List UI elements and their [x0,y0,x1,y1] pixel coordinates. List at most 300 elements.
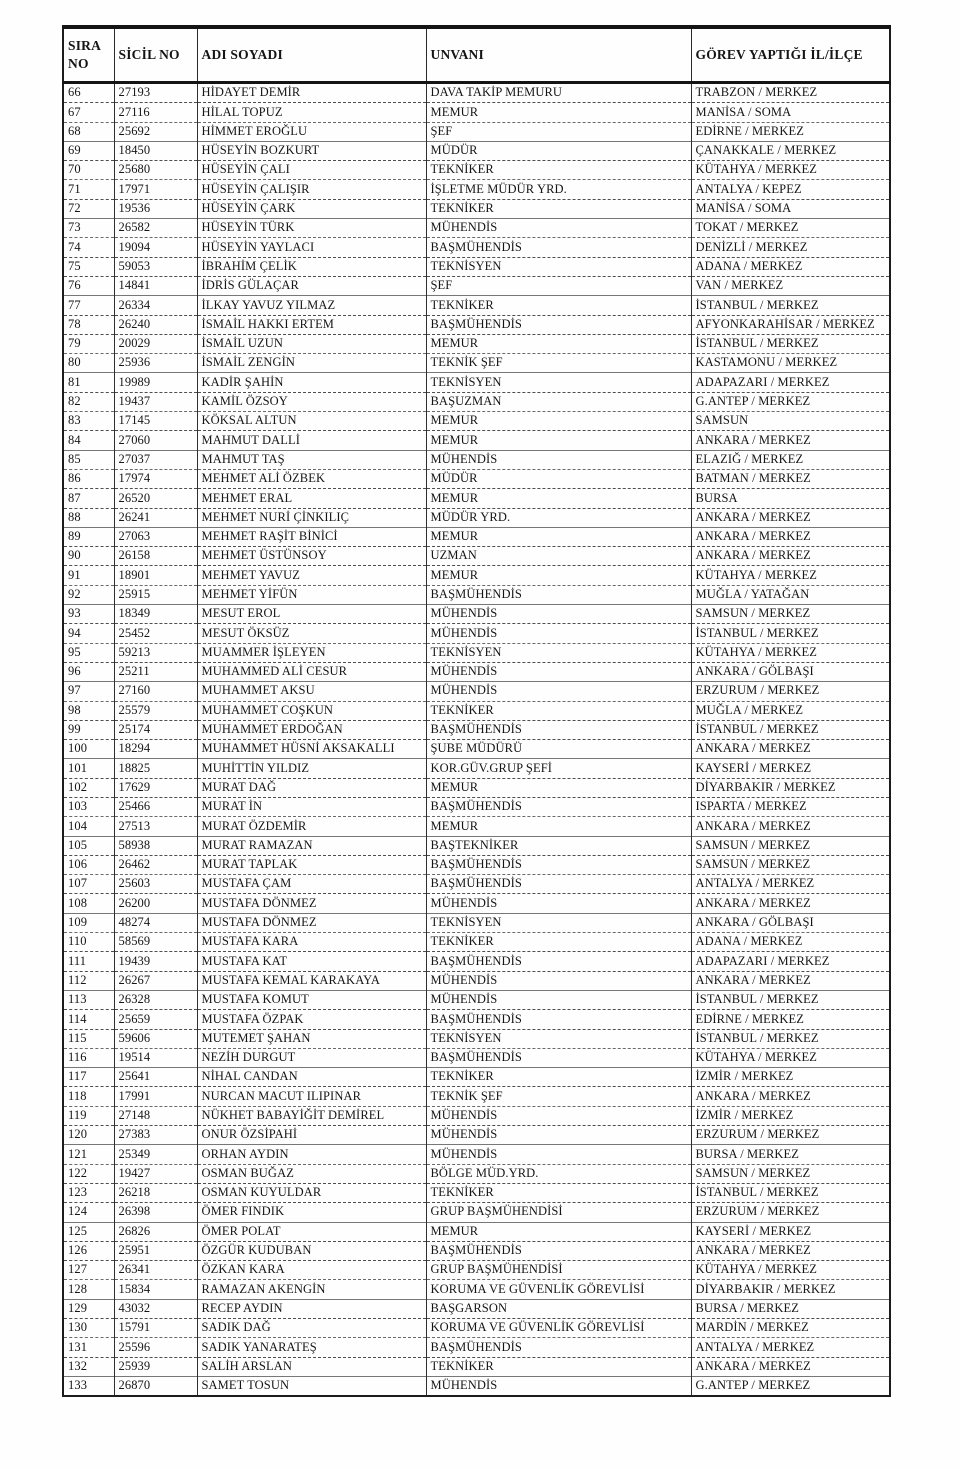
cell-sira-no: 70 [63,161,114,180]
cell-unvani: MÜHENDİS [426,1106,691,1125]
cell-adi-soyadi: KAMİL ÖZSOY [197,392,426,411]
cell-unvani: BAŞMÜHENDİS [426,1010,691,1029]
cell-adi-soyadi: MUTEMET ŞAHAN [197,1029,426,1048]
cell-adi-soyadi: MEHMET ALİ ÖZBEK [197,469,426,488]
cell-gorev-yaptigi: ELAZIĞ / MERKEZ [691,450,890,469]
cell-unvani: GRUP BAŞMÜHENDİSİ [426,1261,691,1280]
cell-gorev-yaptigi: ANKARA / MERKEZ [691,527,890,546]
cell-adi-soyadi: ÖMER POLAT [197,1222,426,1241]
cell-adi-soyadi: MUSTAFA KARA [197,933,426,952]
cell-adi-soyadi: MUSTAFA KEMAL KARAKAYA [197,971,426,990]
header-sira-no-label: SIRA NO [68,37,101,71]
cell-adi-soyadi: İBRAHİM ÇELİK [197,257,426,276]
cell-gorev-yaptigi: G.ANTEP / MERKEZ [691,392,890,411]
cell-adi-soyadi: MUHAMMET AKSU [197,682,426,701]
table-body [63,83,890,1397]
cell-adi-soyadi: HÜSEYİN ÇARK [197,199,426,218]
cell-gorev-yaptigi: ANKARA / GÖLBAŞI [691,662,890,681]
cell-gorev-yaptigi: ANKARA / MERKEZ [691,508,890,527]
cell-unvani: MÜHENDİS [426,1126,691,1145]
cell-adi-soyadi: MESUT EROL [197,605,426,624]
cell-unvani: BAŞMÜHENDİS [426,875,691,894]
cell-unvani: MEMUR [426,489,691,508]
cell-sicil-no: 58569 [114,933,197,952]
cell-unvani: TEKNİSYEN [426,643,691,662]
cell-sicil-no: 26462 [114,855,197,874]
table-row [63,334,890,353]
cell-adi-soyadi: ÖZKAN KARA [197,1261,426,1280]
cell-gorev-yaptigi: İZMİR / MERKEZ [691,1106,890,1125]
table-row [63,1029,890,1048]
cell-sira-no: 98 [63,701,114,720]
cell-adi-soyadi: HÜSEYİN YAYLACI [197,238,426,257]
cell-gorev-yaptigi: ANKARA / MERKEZ [691,971,890,990]
table-row [63,122,890,141]
cell-sira-no: 114 [63,1010,114,1029]
cell-sicil-no: 26826 [114,1222,197,1241]
cell-gorev-yaptigi: ANKARA / MERKEZ [691,547,890,566]
cell-gorev-yaptigi: ANKARA / MERKEZ [691,817,890,836]
cell-unvani: TEKNİKER [426,161,691,180]
cell-gorev-yaptigi: MUĞLA / MERKEZ [691,701,890,720]
cell-unvani: MÜDÜR [426,141,691,160]
cell-sira-no: 100 [63,740,114,759]
cell-adi-soyadi: MEHMET ERAL [197,489,426,508]
cell-adi-soyadi: NÜKHET BABAYİĞİT DEMİREL [197,1106,426,1125]
cell-sicil-no: 18450 [114,141,197,160]
cell-unvani: BAŞMÜHENDİS [426,855,691,874]
cell-gorev-yaptigi: ÇANAKKALE / MERKEZ [691,141,890,160]
cell-adi-soyadi: HÜSEYİN ÇALI [197,161,426,180]
cell-adi-soyadi: MURAT ÖZDEMİR [197,817,426,836]
table-row [63,720,890,739]
cell-sira-no: 102 [63,778,114,797]
cell-adi-soyadi: HÜSEYİN TÜRK [197,219,426,238]
cell-sicil-no: 25915 [114,585,197,604]
cell-sicil-no: 15834 [114,1280,197,1299]
table-row [63,199,890,218]
table-row [63,276,890,295]
cell-sira-no: 124 [63,1203,114,1222]
cell-sicil-no: 27063 [114,527,197,546]
table-row [63,238,890,257]
cell-gorev-yaptigi: VAN / MERKEZ [691,276,890,295]
cell-unvani: TEKNİSYEN [426,373,691,392]
cell-unvani: TEKNİKER [426,199,691,218]
cell-adi-soyadi: NEZİH DURGUT [197,1048,426,1067]
table-row [63,1048,890,1067]
cell-gorev-yaptigi: ANTALYA / MERKEZ [691,1338,890,1357]
table-row [63,1126,890,1145]
cell-unvani: TEKNİSYEN [426,913,691,932]
cell-sira-no: 107 [63,875,114,894]
cell-sira-no: 126 [63,1241,114,1260]
cell-gorev-yaptigi: ADAPAZARI / MERKEZ [691,952,890,971]
cell-unvani: ŞUBE MÜDÜRÜ [426,740,691,759]
cell-sicil-no: 19439 [114,952,197,971]
cell-adi-soyadi: MUSTAFA ÖZPAK [197,1010,426,1029]
cell-sicil-no: 19989 [114,373,197,392]
table-row [63,701,890,720]
cell-unvani: TEKNİSYEN [426,257,691,276]
cell-sira-no: 133 [63,1376,114,1396]
table-row [63,1357,890,1376]
cell-adi-soyadi: MEHMET NURİ ÇİNKILIÇ [197,508,426,527]
cell-sicil-no: 27383 [114,1126,197,1145]
cell-adi-soyadi: İSMAİL HAKKI ERTEM [197,315,426,334]
cell-sicil-no: 26240 [114,315,197,334]
cell-gorev-yaptigi: İSTANBUL / MERKEZ [691,296,890,315]
cell-unvani: MÜHENDİS [426,605,691,624]
table-row [63,1280,890,1299]
cell-adi-soyadi: MURAT RAMAZAN [197,836,426,855]
cell-adi-soyadi: MUSTAFA DÖNMEZ [197,913,426,932]
cell-adi-soyadi: HÜSEYİN BOZKURT [197,141,426,160]
table-row [63,971,890,990]
cell-unvani: GRUP BAŞMÜHENDİSİ [426,1203,691,1222]
cell-gorev-yaptigi: DENİZLİ / MERKEZ [691,238,890,257]
cell-adi-soyadi: KÖKSAL ALTUN [197,412,426,431]
cell-adi-soyadi: MUAMMER İŞLEYEN [197,643,426,662]
header-adi-soyadi [197,27,426,83]
table-row [63,933,890,952]
cell-sicil-no: 20029 [114,334,197,353]
table-row [63,257,890,276]
cell-sicil-no: 17971 [114,180,197,199]
cell-unvani: KOR.GÜV.GRUP ŞEFİ [426,759,691,778]
cell-unvani: BAŞMÜHENDİS [426,720,691,739]
cell-unvani: ŞEF [426,122,691,141]
table-row [63,508,890,527]
cell-sicil-no: 27037 [114,450,197,469]
cell-adi-soyadi: MUSTAFA KOMUT [197,990,426,1009]
cell-unvani: MEMUR [426,334,691,353]
table-row [63,1145,890,1164]
cell-sicil-no: 26328 [114,990,197,1009]
cell-adi-soyadi: HÜSEYİN ÇALIŞIR [197,180,426,199]
cell-unvani: MÜDÜR YRD. [426,508,691,527]
table-row [63,1376,890,1396]
table-row [63,1241,890,1260]
cell-sicil-no: 26398 [114,1203,197,1222]
cell-sira-no: 92 [63,585,114,604]
cell-gorev-yaptigi: KAYSERİ / MERKEZ [691,759,890,778]
cell-gorev-yaptigi: KÜTAHYA / MERKEZ [691,643,890,662]
cell-adi-soyadi: İLKAY YAVUZ YILMAZ [197,296,426,315]
cell-adi-soyadi: MAHMUT TAŞ [197,450,426,469]
cell-sira-no: 83 [63,412,114,431]
cell-gorev-yaptigi: ANKARA / MERKEZ [691,1357,890,1376]
cell-gorev-yaptigi: ANTALYA / KEPEZ [691,180,890,199]
cell-unvani: BAŞMÜHENDİS [426,315,691,334]
cell-adi-soyadi: İSMAİL ZENGİN [197,354,426,373]
cell-sira-no: 68 [63,122,114,141]
cell-sicil-no: 17629 [114,778,197,797]
cell-sicil-no: 26200 [114,894,197,913]
cell-sicil-no: 58938 [114,836,197,855]
cell-sicil-no: 18349 [114,605,197,624]
header-gorev-yaptigi [691,27,890,83]
table-row [63,1338,890,1357]
cell-sicil-no: 25659 [114,1010,197,1029]
cell-unvani: İŞLETME MÜDÜR YRD. [426,180,691,199]
cell-gorev-yaptigi: BURSA / MERKEZ [691,1299,890,1318]
cell-gorev-yaptigi: KAYSERİ / MERKEZ [691,1222,890,1241]
cell-unvani: MÜHENDİS [426,894,691,913]
cell-adi-soyadi: SALİH ARSLAN [197,1357,426,1376]
cell-sicil-no: 19536 [114,199,197,218]
cell-sicil-no: 26241 [114,508,197,527]
cell-unvani: MEMUR [426,778,691,797]
cell-adi-soyadi: MURAT TAPLAK [197,855,426,874]
cell-adi-soyadi: MAHMUT DALLİ [197,431,426,450]
cell-sicil-no: 25603 [114,875,197,894]
table-row [63,759,890,778]
cell-gorev-yaptigi: SAMSUN / MERKEZ [691,836,890,855]
cell-gorev-yaptigi: ERZURUM / MERKEZ [691,682,890,701]
cell-unvani: MEMUR [426,103,691,122]
cell-adi-soyadi: İSMAİL UZUN [197,334,426,353]
cell-sicil-no: 26582 [114,219,197,238]
cell-unvani: MÜHENDİS [426,662,691,681]
table-row [63,797,890,816]
cell-sicil-no: 14841 [114,276,197,295]
table-row [63,296,890,315]
cell-gorev-yaptigi: İSTANBUL / MERKEZ [691,1029,890,1048]
cell-adi-soyadi: SADIK YANARATEŞ [197,1338,426,1357]
cell-sicil-no: 25596 [114,1338,197,1357]
cell-sira-no: 105 [63,836,114,855]
cell-sira-no: 125 [63,1222,114,1241]
table-row [63,1106,890,1125]
cell-unvani: MEMUR [426,412,691,431]
cell-sira-no: 94 [63,624,114,643]
cell-adi-soyadi: MUHAMMET HÜSNİ AKSAKALLI [197,740,426,759]
cell-sira-no: 74 [63,238,114,257]
header-sicil-no-label: SİCİL NO [118,46,180,62]
cell-gorev-yaptigi: MANİSA / SOMA [691,199,890,218]
table-row [63,585,890,604]
cell-adi-soyadi: MUHAMMET COŞKUN [197,701,426,720]
cell-unvani: MEMUR [426,527,691,546]
cell-sicil-no: 59606 [114,1029,197,1048]
header-sicil-no [114,27,197,83]
table-row [63,161,890,180]
cell-unvani: TEKNİKER [426,933,691,952]
cell-unvani: MÜHENDİS [426,971,691,990]
cell-sira-no: 129 [63,1299,114,1318]
cell-adi-soyadi: RECEP AYDIN [197,1299,426,1318]
cell-sicil-no: 26870 [114,1376,197,1396]
cell-unvani: KORUMA VE GÜVENLİK GÖREVLİSİ [426,1280,691,1299]
cell-adi-soyadi: ORHAN AYDIN [197,1145,426,1164]
cell-gorev-yaptigi: EDİRNE / MERKEZ [691,122,890,141]
table-row [63,682,890,701]
cell-sira-no: 118 [63,1087,114,1106]
table-row [63,489,890,508]
cell-sicil-no: 26334 [114,296,197,315]
cell-adi-soyadi: SADIK DAĞ [197,1319,426,1338]
table-row [63,527,890,546]
cell-sicil-no: 59213 [114,643,197,662]
cell-sicil-no: 18825 [114,759,197,778]
cell-gorev-yaptigi: ADANA / MERKEZ [691,933,890,952]
cell-gorev-yaptigi: BATMAN / MERKEZ [691,469,890,488]
cell-unvani: TEKNİK ŞEF [426,354,691,373]
cell-gorev-yaptigi: EDİRNE / MERKEZ [691,1010,890,1029]
cell-adi-soyadi: NİHAL CANDAN [197,1068,426,1087]
table-row [63,219,890,238]
cell-gorev-yaptigi: SAMSUN / MERKEZ [691,1164,890,1183]
table-row [63,740,890,759]
cell-adi-soyadi: KADİR ŞAHİN [197,373,426,392]
cell-unvani: BAŞMÜHENDİS [426,1338,691,1357]
cell-gorev-yaptigi: SAMSUN / MERKEZ [691,605,890,624]
cell-unvani: MÜHENDİS [426,219,691,238]
cell-sira-no: 85 [63,450,114,469]
cell-unvani: MÜHENDİS [426,682,691,701]
cell-sicil-no: 27513 [114,817,197,836]
table-row [63,469,890,488]
cell-adi-soyadi: SAMET TOSUN [197,1376,426,1396]
cell-gorev-yaptigi: MARDİN / MERKEZ [691,1319,890,1338]
table-row [63,431,890,450]
cell-sicil-no: 59053 [114,257,197,276]
cell-unvani: TEKNİKER [426,1183,691,1202]
table-row [63,894,890,913]
cell-sira-no: 130 [63,1319,114,1338]
cell-adi-soyadi: HİMMET EROĞLU [197,122,426,141]
cell-gorev-yaptigi: İSTANBUL / MERKEZ [691,334,890,353]
cell-gorev-yaptigi: İSTANBUL / MERKEZ [691,720,890,739]
cell-adi-soyadi: RAMAZAN AKENGİN [197,1280,426,1299]
cell-unvani: MEMUR [426,1222,691,1241]
table-row [63,83,890,103]
cell-gorev-yaptigi: ERZURUM / MERKEZ [691,1203,890,1222]
cell-adi-soyadi: ÖZGÜR KUDUBAN [197,1241,426,1260]
header-unvani-label: UNVANI [430,46,484,62]
table-row [63,103,890,122]
cell-sira-no: 97 [63,682,114,701]
cell-unvani: TEKNİK ŞEF [426,1087,691,1106]
cell-unvani: BAŞMÜHENDİS [426,1048,691,1067]
cell-gorev-yaptigi: İSTANBUL / MERKEZ [691,1183,890,1202]
cell-unvani: MÜHENDİS [426,624,691,643]
cell-sicil-no: 19094 [114,238,197,257]
cell-sicil-no: 17145 [114,412,197,431]
cell-sira-no: 67 [63,103,114,122]
cell-sicil-no: 26158 [114,547,197,566]
cell-sira-no: 93 [63,605,114,624]
cell-gorev-yaptigi: TRABZON / MERKEZ [691,83,890,103]
cell-sira-no: 87 [63,489,114,508]
table-row [63,1087,890,1106]
cell-unvani: TEKNİSYEN [426,1029,691,1048]
table-row [63,1222,890,1241]
cell-sicil-no: 19514 [114,1048,197,1067]
cell-sicil-no: 27148 [114,1106,197,1125]
cell-unvani: BAŞGARSON [426,1299,691,1318]
cell-sicil-no: 18901 [114,566,197,585]
table-row [63,547,890,566]
table-row [63,373,890,392]
cell-adi-soyadi: HİLAL TOPUZ [197,103,426,122]
cell-gorev-yaptigi: KÜTAHYA / MERKEZ [691,566,890,585]
cell-adi-soyadi: MEHMET RAŞİT BİNİCİ [197,527,426,546]
cell-sicil-no: 26267 [114,971,197,990]
table-row [63,392,890,411]
cell-sira-no: 116 [63,1048,114,1067]
cell-sicil-no: 25641 [114,1068,197,1087]
cell-gorev-yaptigi: ANKARA / MERKEZ [691,894,890,913]
cell-sira-no: 108 [63,894,114,913]
table-row [63,566,890,585]
cell-gorev-yaptigi: G.ANTEP / MERKEZ [691,1376,890,1396]
cell-sicil-no: 25951 [114,1241,197,1260]
cell-sira-no: 95 [63,643,114,662]
cell-sira-no: 86 [63,469,114,488]
cell-sira-no: 132 [63,1357,114,1376]
table-row [63,875,890,894]
cell-sicil-no: 25680 [114,161,197,180]
cell-sira-no: 119 [63,1106,114,1125]
cell-unvani: UZMAN [426,547,691,566]
personnel-table [62,25,891,1397]
cell-sira-no: 106 [63,855,114,874]
cell-sira-no: 82 [63,392,114,411]
cell-adi-soyadi: MUHİTTİN YILDIZ [197,759,426,778]
cell-sicil-no: 25211 [114,662,197,681]
cell-sicil-no: 18294 [114,740,197,759]
cell-sira-no: 84 [63,431,114,450]
cell-gorev-yaptigi: AFYONKARAHİSAR / MERKEZ [691,315,890,334]
cell-sira-no: 110 [63,933,114,952]
table-row [63,855,890,874]
cell-adi-soyadi: MEHMET YAVUZ [197,566,426,585]
cell-sira-no: 76 [63,276,114,295]
table-row [63,1203,890,1222]
cell-gorev-yaptigi: ANKARA / MERKEZ [691,1241,890,1260]
table-row [63,1164,890,1183]
table-row [63,450,890,469]
cell-sira-no: 66 [68,85,81,100]
cell-sicil-no: 26218 [114,1183,197,1202]
table-row [63,1183,890,1202]
table-row [63,180,890,199]
cell-sira-no: 81 [63,373,114,392]
cell-sira-no: 128 [63,1280,114,1299]
cell-sira-no: 72 [63,199,114,218]
cell-gorev-yaptigi: MANİSA / SOMA [691,103,890,122]
cell-sicil-no: 25936 [114,354,197,373]
cell-unvani: ŞEF [426,276,691,295]
cell-unvani: TEKNİKER [426,296,691,315]
cell-sira-no: 121 [63,1145,114,1164]
cell-gorev-yaptigi: BURSA / MERKEZ [691,1145,890,1164]
cell-adi-soyadi: MUSTAFA ÇAM [197,875,426,894]
cell-gorev-yaptigi: ERZURUM / MERKEZ [691,1126,890,1145]
table-row [63,624,890,643]
cell-gorev-yaptigi: İZMİR / MERKEZ [691,1068,890,1087]
cell-unvani: KORUMA VE GÜVENLİK GÖREVLİSİ [426,1319,691,1338]
table-row [63,643,890,662]
header-gorev-yaptigi-label: GÖREV YAPTIĞI İL/İLÇE [695,46,863,62]
table-header [63,27,890,83]
cell-sira-no: 123 [63,1183,114,1202]
cell-sicil-no: 15791 [114,1319,197,1338]
cell-sira-no: 109 [63,913,114,932]
cell-gorev-yaptigi: TOKAT / MERKEZ [691,219,890,238]
